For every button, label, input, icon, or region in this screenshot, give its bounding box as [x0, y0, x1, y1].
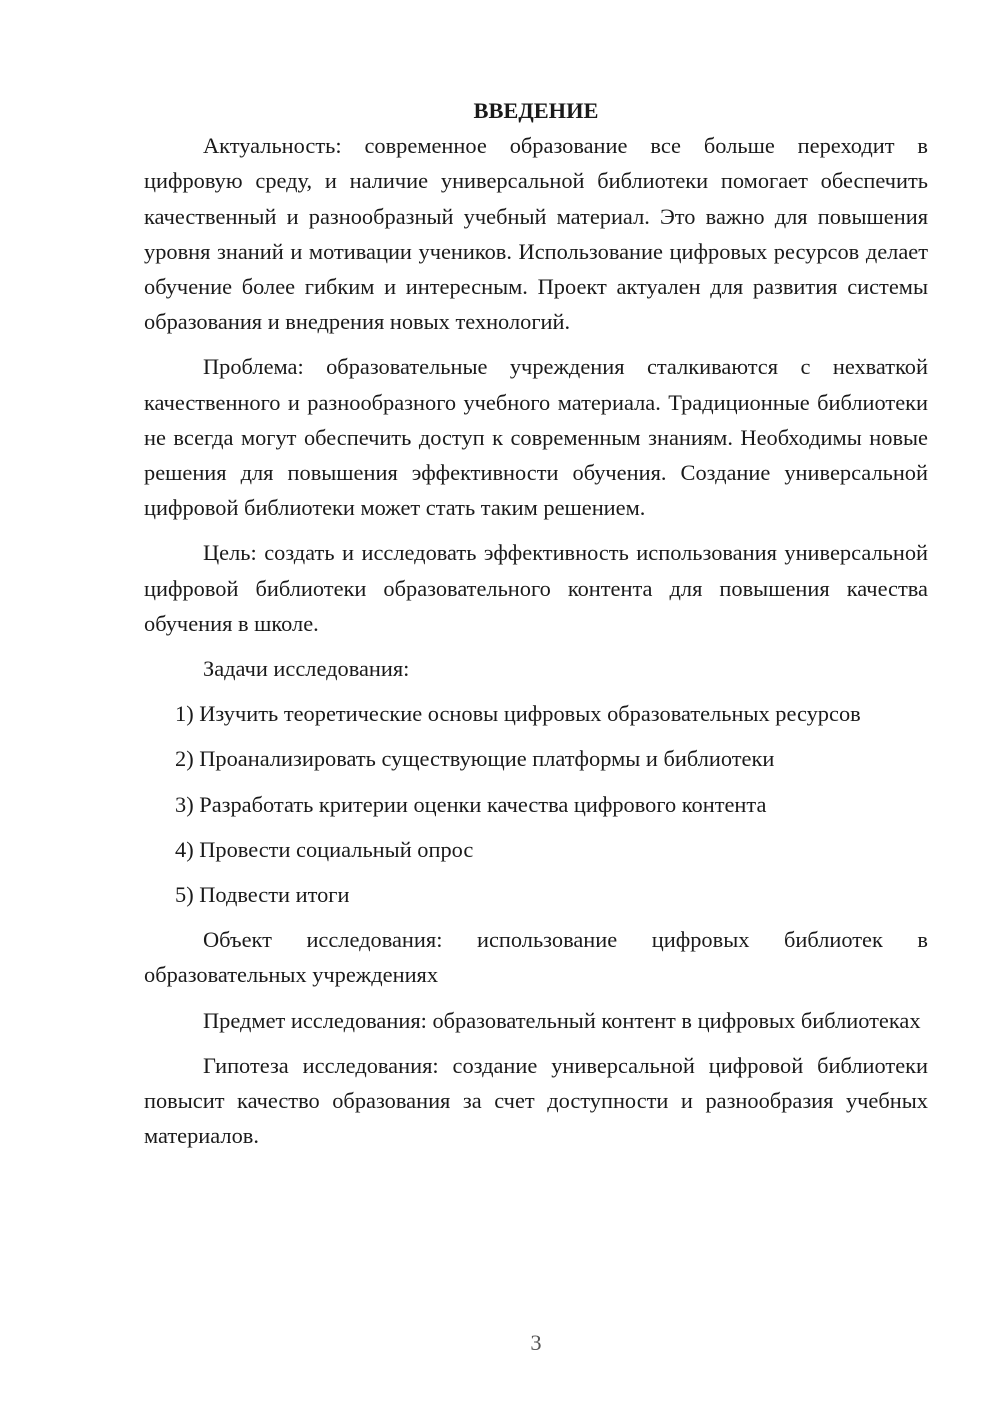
page-heading: ВВЕДЕНИЕ — [473, 98, 599, 123]
task-item-3: 3) Разработать критерии оценки качества цифрового контента — [175, 791, 767, 817]
problem-paragraph: Проблема: образовательные учреждения сталкиваются с нехваткой качественного и разнообразного учебного материала. Традиционные библиотеки не всегда могут обеспечить доступ к современным знаниям. Необходимы новые решения для повышения эффективности обучения. Создание универсальной цифровой библиотеки может стать таким решением. — [144, 354, 928, 521]
hypothesis-paragraph: Гипотеза исследования: создание универсальной цифровой библиотеки повысит качество образования за счет доступности и разнообразия учебных материалов. — [144, 1052, 928, 1149]
tasks-title: Задачи исследования: — [203, 656, 410, 682]
task-item-4: 4) Провести социальный опрос — [175, 836, 474, 862]
task-item-5: 5) Подвести итоги — [175, 882, 350, 908]
goal-paragraph: Цель: создать и исследовать эффективность использования универсальной цифровой библиотеки образовательного контента для повышения качества обучения в школе. — [144, 540, 928, 636]
page-content — [144, 93, 928, 1163]
subject-paragraph: Предмет исследования: образовательный контент в цифровых библиотеках — [203, 1007, 921, 1033]
task-item-2: 2) Проанализировать существующие платформы и библиотеки — [175, 746, 775, 772]
relevance-paragraph: Актуальность: современное образование все больше переходит в цифровую среду, и наличие универсальной библиотеки помогает обеспечить качественный и разнообразный учебный материал. Это важно для повышения уровня знаний и мотивации учеников. Использование цифровых ресурсов делает обучение более гибким и интересным. Проект актуален для развития системы образования и внедрения новых технологий. — [144, 133, 928, 335]
task-item-1: 1) Изучить теоретические основы цифровых образовательных ресурсов — [175, 701, 861, 727]
page-number: 3 — [530, 1330, 542, 1355]
object-paragraph: Объект исследования: использование цифровых библиотек в образовательных учреждениях — [144, 927, 928, 988]
